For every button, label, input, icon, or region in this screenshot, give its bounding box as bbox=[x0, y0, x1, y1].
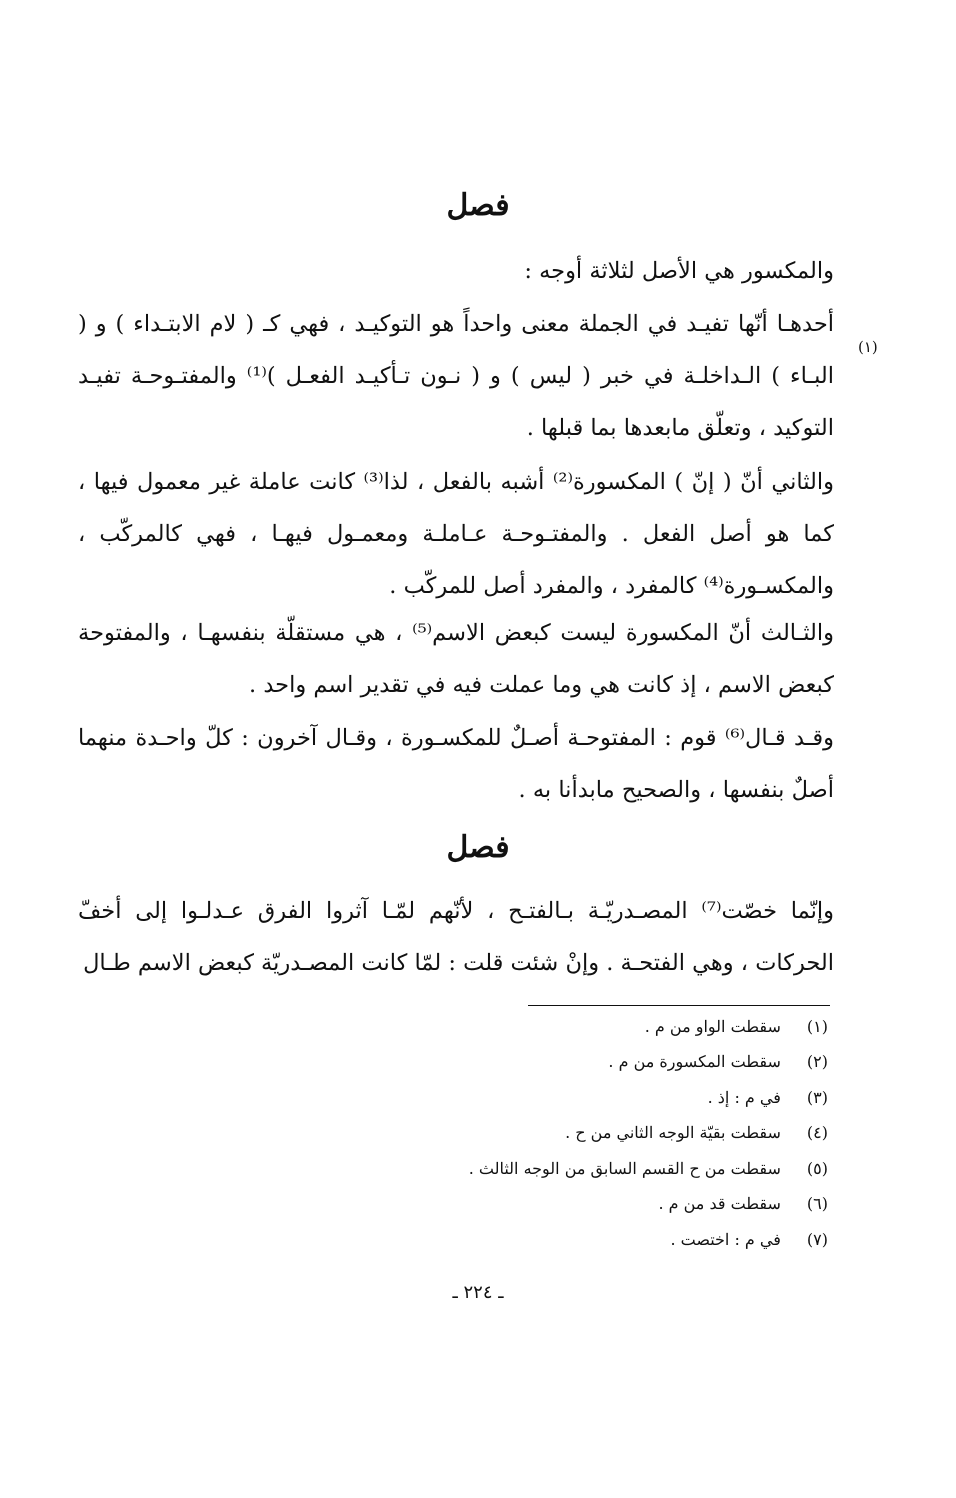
footnote-6 bbox=[658, 1188, 828, 1220]
paragraph-intro: والمكسور هي الأصل لثلاثة أوجه : bbox=[524, 258, 834, 284]
paragraph-second-reason: والثاني أنّ ( إنّ ) المكسورة⁽²⁾ أشبه بالفعل ، لذا⁽³⁾ كانت عاملة غير معمول فيها ، كما هو أصل الفعل . والمفتـوحـة عـاملـة ومعمـول فيهـا ، فهي كالمركّب ، والمكسـورة⁽⁴⁾ كالمفرد ، والمفرد أصل للمركّب . bbox=[78, 469, 834, 599]
footnote-5 bbox=[469, 1153, 828, 1185]
footnote-separator bbox=[528, 1005, 830, 1006]
section-heading-2: فصل bbox=[446, 830, 510, 865]
footnote-number: (١) bbox=[806, 1017, 828, 1036]
footnote-2 bbox=[608, 1046, 828, 1078]
section-heading-1: فصل bbox=[446, 188, 510, 223]
footnote-7 bbox=[670, 1224, 828, 1256]
footnote-number: (٢) bbox=[806, 1052, 828, 1071]
footnote-text: سقطت المكسورة من م . bbox=[608, 1052, 781, 1071]
paragraph-third-reason: والثـالث أنّ المكسورة ليست كبعض الاسم⁽⁵⁾ ، هي مستقلّة بنفسهـا ، والمفتوحة كبعض الاسم ، إذ كانت هي وما عملت فيه في تقدير اسم واحد . bbox=[78, 620, 835, 698]
footnote-1 bbox=[645, 1011, 828, 1043]
footnote-text: سقطت من ح القسم السابق من الوجه الثالث . bbox=[468, 1159, 781, 1178]
footnote-number: (٧) bbox=[806, 1230, 828, 1249]
footnote-text: في م : اختصت . bbox=[670, 1230, 781, 1249]
footnote-text: سقطت الواو من م . bbox=[644, 1017, 781, 1036]
footnote-number: (٦) bbox=[806, 1194, 828, 1213]
footnote-3 bbox=[708, 1082, 828, 1114]
footnote-4 bbox=[565, 1117, 828, 1149]
paragraph-masdariyya: وإنّما خصّت⁽⁷⁾ المصـدريّـة بـالفتـح ، لأنّهم لمّـا آثروا الفرق عـدلـوا إلى أخفّ الحركات ، وهي الفتحـة . وإنْ شئت قلت : لمّا كانت المصـدريّة كبعض الاسم طـال bbox=[78, 898, 835, 976]
paragraph-other-opinions: وقـد قـال⁽⁶⁾ قوم : المفتوحـة أصـلٌ للمكسـورة ، وقـال آخرون : كلّ واحـدة منهما أصلٌ بنفسها ، والصحيح مابدأنا به . bbox=[78, 725, 834, 803]
footnote-text: سقطت بقيّة الوجه الثاني من ح . bbox=[565, 1123, 781, 1142]
footnote-number: (٥) bbox=[806, 1159, 828, 1178]
page-number: ـ ٢٢٤ ـ bbox=[452, 1282, 504, 1303]
footnote-number: (٣) bbox=[806, 1088, 828, 1107]
footnote-text: سقطت قد من م . bbox=[658, 1194, 781, 1213]
footnote-text: في م : إذ . bbox=[707, 1088, 781, 1107]
footnote-number: (٤) bbox=[806, 1123, 828, 1142]
paragraph-first-reason: أحدهـا أنّها تفيـد في الجملة معنى واحداً هو التوكيـد ، فهي كـ ( لام الابتـداء ) و ( البـاء ) الـداخلـة في خبر ( ليس ) و ( نـون تـأكيـد الفعـل )⁽¹⁾ والمفتـوحـة تفيـد التوكيد ، وتعلّق مابعدها بما قبلها . bbox=[78, 311, 834, 441]
margin-note: (١) bbox=[858, 338, 878, 356]
